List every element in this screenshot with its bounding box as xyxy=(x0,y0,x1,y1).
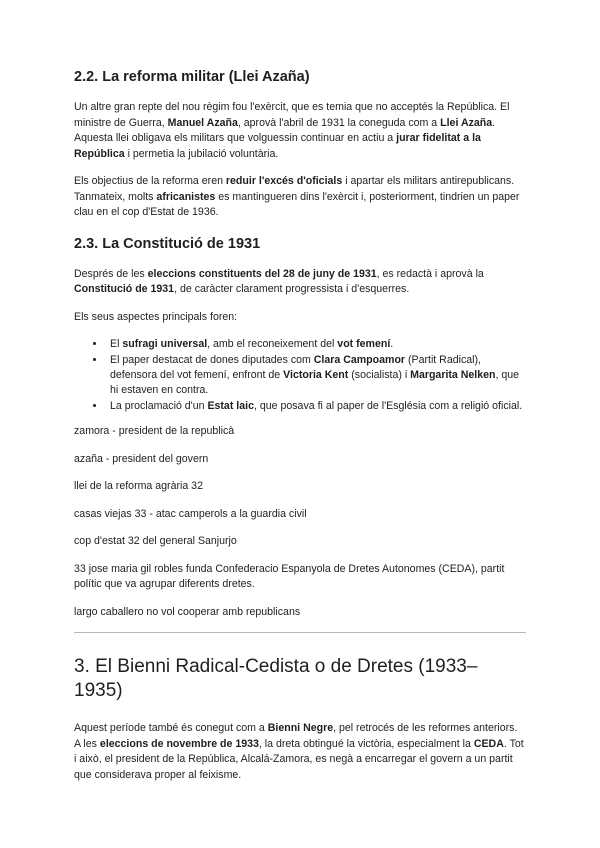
text-run: , que hi estaven en contra. xyxy=(110,369,520,396)
bold-run: eleccions constituents del 28 de juny de 1931 xyxy=(147,267,377,280)
text-run: . xyxy=(390,338,394,350)
paragraph-black-biennium xyxy=(74,721,526,783)
text-run: Els objectius de la reforma eren xyxy=(74,175,226,187)
bold-run: Clara Campoamor xyxy=(313,354,406,366)
bold-run: eleccions de novembre de 1933 xyxy=(99,737,259,750)
bold-run: sufragi universal xyxy=(122,338,208,350)
text-run: , amb el reconeixement del xyxy=(207,338,338,350)
text-run: , que posava fi al paper de l'Església com a religió oficial. xyxy=(253,400,523,412)
text-run: , la dreta obtingué la victòria, especialment la xyxy=(258,737,474,750)
text-run: es mantingueren dins l'exèrcit i, posteriorment, tindrien un paper clau en el cop d'Estat de 1936. xyxy=(74,190,520,218)
note-line: largo caballero no vol cooperar amb republicans xyxy=(74,605,301,618)
text-run: i permetia la jubilació voluntària. xyxy=(124,147,279,160)
aspects-list xyxy=(74,337,526,414)
text-run: Aquest període també és conegut com a xyxy=(74,722,268,734)
text-run: i apartar els militars antirepublicans. Tanmateix, molts xyxy=(74,175,515,203)
bold-run: reduir l'excés d'oficials xyxy=(225,175,343,187)
list-item xyxy=(106,399,526,414)
text-run: El xyxy=(110,338,123,350)
note-line: azaña - president del govern xyxy=(74,452,209,465)
bold-run: jurar fidelitat a la República xyxy=(74,132,481,160)
section-divider xyxy=(74,632,526,633)
bold-run: africanistes xyxy=(156,190,216,203)
text-run: (socialista) i xyxy=(348,369,411,381)
section-heading-2-3: 2.3. La Constitució de 1931 xyxy=(74,235,261,252)
text-run: Un altre gran repte del nou règim fou l'exèrcit, que es temia que no acceptés la República. El ministre de Guerra, xyxy=(74,101,510,129)
bold-run: Llei Azaña xyxy=(440,116,493,129)
section-heading-3: 3. El Bienni Radical-Cedista o de Dretes (1933–1935) xyxy=(74,656,478,701)
bold-run: Estat laic xyxy=(207,400,254,412)
text-run: , aprovà l'abril de 1931 la coneguda com a xyxy=(237,116,441,129)
bold-run: Manuel Azaña xyxy=(167,116,238,129)
section-heading-2-2: 2.2. La reforma militar (Llei Azaña) xyxy=(74,69,310,85)
text-run: La proclamació d'un xyxy=(110,400,208,412)
bold-run: Bienni Negre xyxy=(267,722,334,734)
paragraph-main-aspects: Els seus aspectes principals foren: xyxy=(74,310,238,323)
paragraph-constitution xyxy=(74,267,526,298)
text-run: , de caràcter clarament progressista i d'esquerres. xyxy=(174,283,410,295)
note-line: casas viejas 33 - atac camperols a la guardia civil xyxy=(74,507,307,520)
list-item xyxy=(106,353,526,398)
note-line: 33 jose maria gil robles funda Confederacio Espanyola de Dretes Autonomes (CEDA), partit polític que va agrupar diferents dretes. xyxy=(74,562,505,590)
note-line: cop d'estat 32 del general Sanjurjo xyxy=(74,535,237,547)
note-line: llei de la reforma agrària 32 xyxy=(74,480,203,492)
paragraph-reform-objectives xyxy=(74,174,526,221)
text-run: , es redactà i aprovà la xyxy=(376,267,484,280)
list-item xyxy=(106,337,526,352)
text-run: Després de les xyxy=(74,267,148,280)
text-run: . Aquesta llei obligava els militars que volguessin continuar en actiu a xyxy=(74,116,496,144)
bold-run: CEDA xyxy=(473,737,504,750)
bold-run: Margarita Nelken xyxy=(410,369,496,381)
bold-run: vot femení xyxy=(337,338,391,350)
note-line: zamora - president de la republicà xyxy=(74,425,235,437)
bold-run: Constitució de 1931 xyxy=(74,283,175,295)
text-run: El paper destacat de dones diputades com xyxy=(110,354,314,366)
text-run: . Tot i això, el president de la República, Alcalá-Zamora, es negà a encarregar el govern a un partit que considerava proper al feixisme. xyxy=(74,737,524,781)
text-run: (Partit Radical), defensora del vot femení, enfront de xyxy=(110,354,481,381)
text-run: , pel retrocés de les reformes anteriors. A les xyxy=(74,722,518,750)
paragraph-army-reform xyxy=(74,100,526,162)
bold-run: Victoria Kent xyxy=(283,369,349,381)
